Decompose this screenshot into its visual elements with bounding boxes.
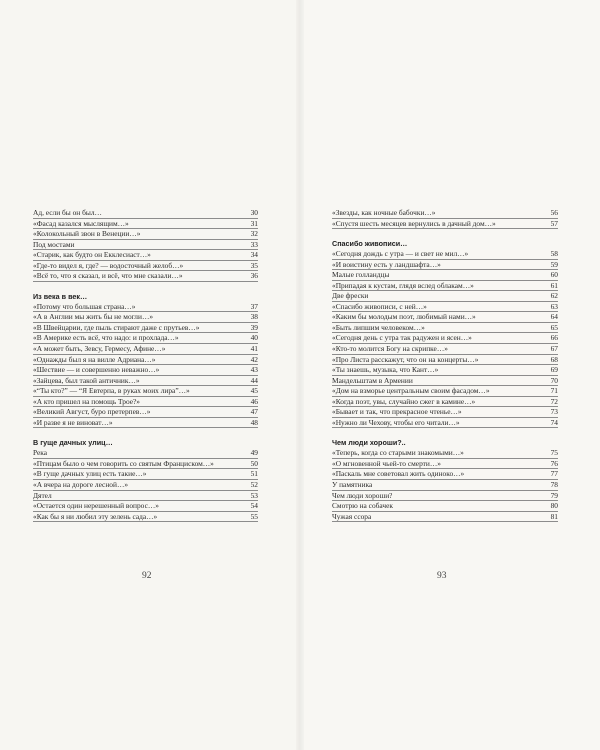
section-title: Спасибо живописи…	[332, 239, 408, 249]
toc-entry-title: «И разве я не виноват…»	[33, 417, 113, 427]
toc-entry[interactable]	[33, 459, 258, 470]
toc-entry-title: «Фасад казался мыслящим…»	[33, 218, 129, 228]
toc-entry[interactable]	[33, 261, 258, 272]
toc-entry-page: 75	[550, 448, 558, 458]
toc-entry-title: «Спустя шесть месяцев вернулись в дачный дом…»	[332, 218, 496, 228]
toc-entry-page: 39	[250, 322, 258, 332]
toc-entry[interactable]	[33, 448, 258, 459]
toc-entry-title: Малые голландцы	[332, 270, 390, 280]
toc-entry[interactable]	[33, 312, 258, 323]
toc-entry[interactable]	[332, 219, 558, 230]
toc-entry-page: 46	[250, 396, 258, 406]
toc-entry-page: 76	[550, 458, 558, 468]
toc-entry-page: 65	[550, 322, 558, 332]
toc-entry-title: «Сегодня дождь с утра — и свет не мил…»	[332, 249, 469, 259]
right-page	[300, 0, 600, 750]
toc-entry-title: «Кто-то молится Богу на скрипке…»	[332, 344, 448, 354]
toc-entry-title: Река	[33, 448, 48, 458]
toc-entry-page: 42	[250, 354, 258, 364]
toc-entry-title: «Про Листа расскажут, что он на концерты…»	[332, 354, 479, 364]
toc-entry-title: «И воистину есть у ландшафта…»	[332, 259, 441, 269]
toc-entry-title: «А вчера на дороге лесной…»	[33, 480, 129, 490]
toc-entry-page: 45	[250, 386, 258, 396]
toc-entry-title: «В Америке есть всё, что надо: и прохлада…»	[33, 333, 179, 343]
toc-entry[interactable]	[33, 219, 258, 230]
toc-entry[interactable]	[332, 418, 558, 429]
toc-entry-title: «Старик, как будто он Екклесиаст…»	[33, 250, 151, 260]
toc-entry[interactable]	[332, 407, 558, 418]
toc-entry[interactable]	[332, 480, 558, 491]
toc-entry[interactable]	[33, 333, 258, 344]
toc-entry-page: 47	[250, 407, 258, 417]
toc-entry-page: 78	[550, 480, 558, 490]
toc-entry-page: 74	[550, 417, 558, 427]
toc-entry[interactable]	[33, 302, 258, 313]
toc-entry-title: Дятел	[33, 490, 52, 500]
toc-entry[interactable]	[33, 491, 258, 502]
toc-entry[interactable]	[332, 448, 558, 459]
toc-entry-page: 70	[550, 375, 558, 385]
toc-entry[interactable]	[33, 355, 258, 366]
toc-entry-page: 56	[550, 208, 558, 217]
toc-entry-page: 53	[250, 490, 258, 500]
toc-entry[interactable]	[332, 260, 558, 271]
toc-entry-page: 51	[250, 469, 258, 479]
toc-entry-page: 52	[250, 480, 258, 490]
toc-entry-title: «Когда поэт, увы, случайно сжег в камине…»	[332, 396, 476, 406]
toc-entry-title: «А может быть, Зевсу, Гермесу, Афине…»	[33, 344, 166, 354]
toc-entry-title: «Где-то видел я, где? — водосточный желоб…»	[33, 260, 184, 270]
toc-entry-title: «Быть липшим человеком…»	[332, 322, 425, 332]
toc-entry-page: 55	[250, 511, 258, 521]
right-page-number: 93	[437, 571, 447, 581]
toc-entry-page: 34	[250, 250, 258, 260]
toc-entry-page: 59	[550, 259, 558, 269]
toc-entry[interactable]	[33, 365, 258, 376]
toc-entry-page: 33	[250, 239, 258, 249]
toc-entry-page: 54	[250, 501, 258, 511]
toc-entry[interactable]	[33, 344, 258, 355]
toc-entry-page: 35	[250, 260, 258, 270]
toc-entry[interactable]	[33, 512, 258, 523]
toc-entry[interactable]	[332, 302, 558, 313]
toc-entry[interactable]	[33, 469, 258, 480]
toc-entry-page: 40	[250, 333, 258, 343]
toc-entry-page: 31	[250, 218, 258, 228]
toc-entry[interactable]	[332, 333, 558, 344]
toc-entry-page: 73	[550, 407, 558, 417]
toc-entry-page: 69	[550, 365, 558, 375]
toc-entry-title: «Дом на взморье центральным своим фасадом…»	[332, 386, 490, 396]
toc-entry-page: 57	[550, 218, 558, 228]
toc-entry[interactable]	[332, 355, 558, 366]
toc-entry[interactable]	[33, 376, 258, 387]
toc-entry-page: 67	[550, 344, 558, 354]
toc-entry[interactable]	[332, 397, 558, 408]
toc-entry-title: «В гуще дачных улиц есть такие…»	[33, 469, 147, 479]
toc-entry-title: «Шествие — и совершенно неважно…»	[33, 365, 160, 375]
toc-entry[interactable]	[33, 229, 258, 240]
toc-entry-page: 44	[250, 375, 258, 385]
toc-entry-title: «В Швейцарии, где пыль стирают даже с прутьев…»	[33, 322, 200, 332]
toc-entry[interactable]	[332, 386, 558, 397]
toc-entry-title: «Паскаль мне советовал жить одиноко…»	[332, 469, 465, 479]
toc-entry-title: «Птицам было о чем говорить со святым Франциском…»	[33, 458, 214, 468]
toc-entry-title: Мандельштам в Армении	[332, 375, 413, 385]
toc-entry[interactable]	[33, 480, 258, 491]
section-title: В гуще дачных улиц…	[33, 438, 113, 448]
toc-entry[interactable]	[332, 376, 558, 387]
toc-entry-title: «Великий Август, буро претерпев…»	[33, 407, 151, 417]
toc-entry-title: Ад, если бы он был…	[33, 208, 102, 217]
toc-entry-page: 41	[250, 344, 258, 354]
toc-entry[interactable]	[332, 208, 558, 219]
toc-entry-page: 30	[250, 208, 258, 217]
toc-entry[interactable]	[332, 344, 558, 355]
toc-entry-page: 49	[250, 448, 258, 458]
toc-entry-title: У памятника	[332, 480, 373, 490]
toc-entry-page: 79	[550, 490, 558, 500]
toc-entry-page: 80	[550, 501, 558, 511]
toc-entry-title: «Припадая к кустам, глядя вслед облакам…»	[332, 280, 474, 290]
toc-entry-title: «Как бы я ни любил эту зелень сада…»	[33, 511, 158, 521]
toc-entry-page: 60	[550, 270, 558, 280]
left-page-number: 92	[142, 571, 152, 581]
toc-entry-title: Смотрю на собачек	[332, 501, 393, 511]
toc-entry-title: «Зайцева, был такой античник…»	[33, 375, 140, 385]
toc-entry-page: 50	[250, 458, 258, 468]
toc-entry-page: 68	[550, 354, 558, 364]
toc-entry[interactable]	[332, 323, 558, 334]
toc-entry[interactable]	[33, 208, 258, 219]
toc-entry[interactable]	[332, 501, 558, 512]
toc-entry-page: 81	[550, 511, 558, 521]
toc-entry[interactable]	[33, 397, 258, 408]
toc-entry[interactable]	[33, 418, 258, 429]
toc-entry-page: 48	[250, 417, 258, 427]
toc-entry[interactable]	[332, 312, 558, 323]
book-gutter	[296, 0, 304, 750]
toc-entry-title: «Колокольный звон в Венеции…»	[33, 229, 141, 239]
section-title: Чем люди хороши?..	[332, 438, 406, 448]
toc-entry[interactable]	[332, 491, 558, 502]
right-toc-column	[332, 208, 558, 522]
toc-entry[interactable]	[33, 386, 258, 397]
toc-entry-page: 64	[550, 312, 558, 322]
toc-entry-page: 63	[550, 301, 558, 311]
toc-entry-page: 61	[550, 280, 558, 290]
toc-entry-title: «Остается один нерешенный вопрос…»	[33, 501, 159, 511]
toc-entry-page: 71	[550, 386, 558, 396]
toc-entry[interactable]	[33, 250, 258, 261]
toc-entry-page: 66	[550, 333, 558, 343]
toc-entry-title: «Однажды был я на вилле Адриана…»	[33, 354, 156, 364]
toc-entry[interactable]	[332, 270, 558, 281]
toc-entry[interactable]	[332, 249, 558, 260]
toc-entry-page: 77	[550, 469, 558, 479]
toc-entry-title: Под мостами	[33, 239, 75, 249]
toc-entry-page: 38	[250, 312, 258, 322]
toc-entry-title: Чем люди хороши?	[332, 490, 393, 500]
toc-entry-page: 32	[250, 229, 258, 239]
toc-entry-page: 62	[550, 291, 558, 301]
toc-entry[interactable]	[33, 407, 258, 418]
toc-entry-title: Две фрески	[332, 291, 369, 301]
toc-entry-title: «Звезды, как ночные бабочки…»	[332, 208, 436, 217]
toc-entry-title: «Нужно ли Чехову, чтобы его читали…»	[332, 417, 460, 427]
toc-entry[interactable]	[332, 281, 558, 292]
toc-entry[interactable]	[33, 323, 258, 334]
toc-entry-title: «“Ты кто?” — “Я Евтерпа, в руках моих лира”…»	[33, 386, 190, 396]
toc-entry-page: 36	[250, 271, 258, 281]
section-title: Из века в век…	[33, 291, 88, 301]
toc-entry-title: «Спасибо живописи, с ней…»	[332, 301, 427, 311]
toc-entry[interactable]	[33, 271, 258, 282]
toc-entry-title: «Каким бы молодым поэт, любимый нами…»	[332, 312, 476, 322]
toc-entry-title: «Бывает и так, что прекрасное чтенье…»	[332, 407, 462, 417]
toc-entry-title: «Всё то, что я сказал, и всё, что мне сказали…»	[33, 271, 183, 281]
toc-entry-title: «О мгновенной чьей-то смерти…»	[332, 458, 441, 468]
toc-entry-title: «Ты знаешь, музыка, что Кант…»	[332, 365, 439, 375]
toc-entry-title: «А в Англии мы жить бы не могли…»	[33, 312, 154, 322]
toc-entry[interactable]	[33, 240, 258, 251]
toc-entry-title: «А кто пришел на помощь Трое?»	[33, 396, 141, 406]
toc-entry[interactable]	[332, 459, 558, 470]
toc-entry[interactable]	[332, 365, 558, 376]
toc-entry[interactable]	[332, 469, 558, 480]
toc-entry-title: Чужая ссора	[332, 511, 372, 521]
toc-entry-page: 72	[550, 396, 558, 406]
toc-entry-title: «Теперь, когда со старыми знакомыми…»	[332, 448, 464, 458]
toc-entry-page: 43	[250, 365, 258, 375]
toc-entry-page: 37	[250, 301, 258, 311]
toc-entry[interactable]	[33, 501, 258, 512]
toc-entry[interactable]	[332, 512, 558, 523]
toc-entry-title: «Потому что большая страна…»	[33, 301, 136, 311]
toc-entry[interactable]	[332, 291, 558, 302]
toc-entry-title: «Сегодня день с утра так радужен и ясен…»	[332, 333, 472, 343]
left-toc-column	[33, 208, 258, 522]
toc-entry-page: 58	[550, 249, 558, 259]
